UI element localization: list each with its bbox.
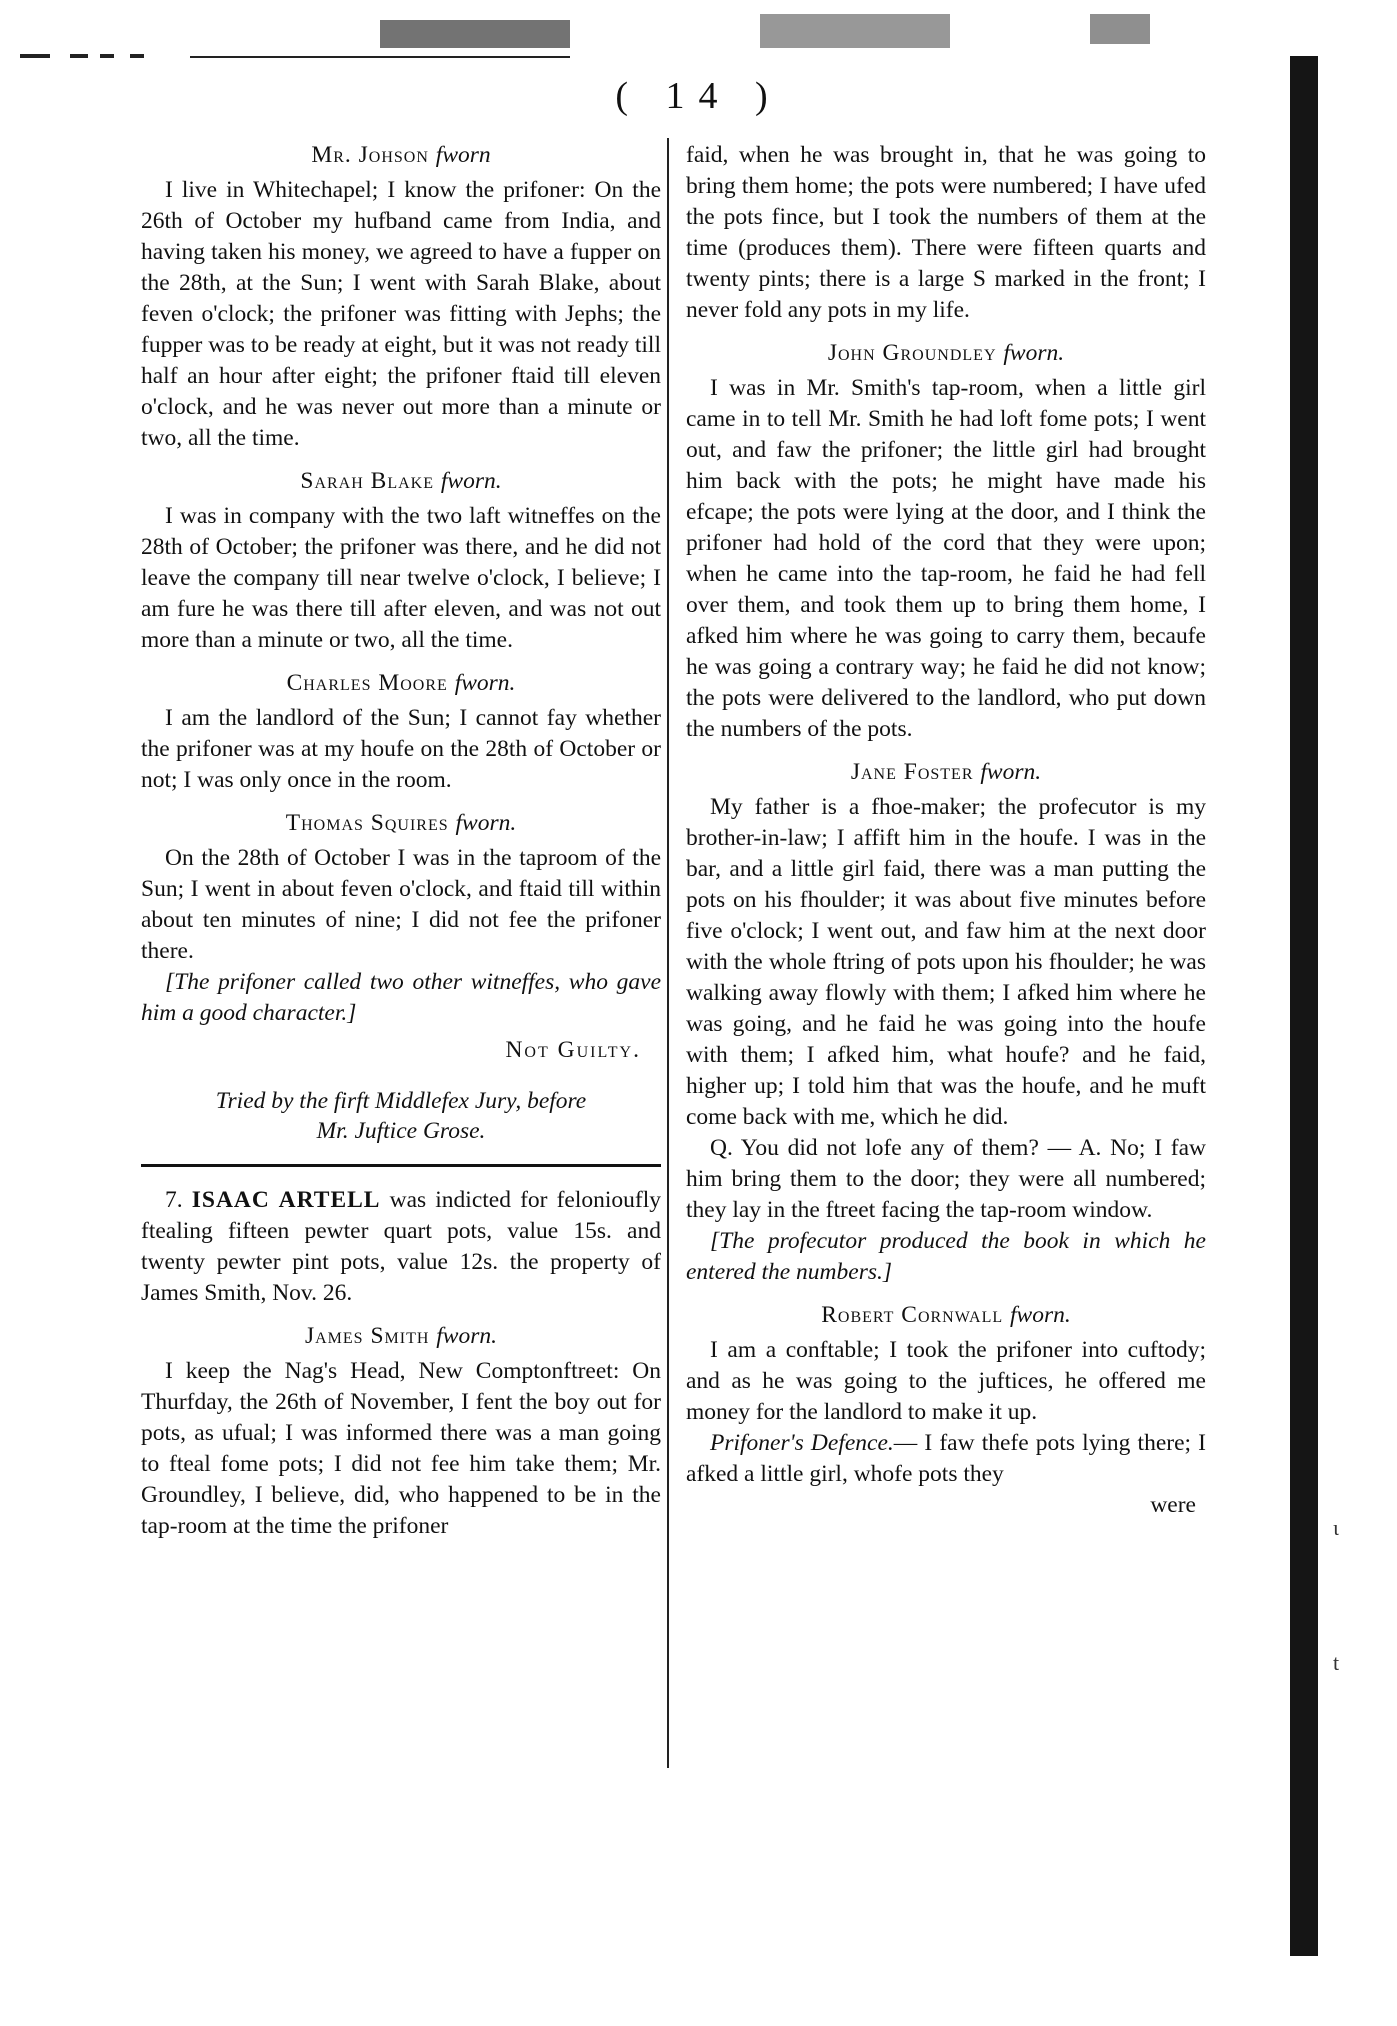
scan-mark xyxy=(190,56,570,58)
testimony-cornwall: I am a conftable; I took the prifoner into cuftody; and as he was going to the juftices, he offered me money for the landlord to make it up. xyxy=(686,1337,1206,1425)
testimony-foster: My father is a fhoe-maker; the profecutor is my brother-in-law; I affift him in the houfe. I was in the bar, and a little girl faid, there was a man putting the pots on his fhoulder; it was about five minutes before five o'clock; I went out, and faw him at the next door with the whole ftring of pots upon his fhoulder; he was walking away flowly with them; I afked him where he was going, and he faid he was going into the houfe with them; I afked him, what houfe? and he faid, higher up; I told him that was the houfe, and he muft come back with me, which he did. xyxy=(686,794,1206,1130)
sworn-label: fworn. xyxy=(454,670,516,696)
verdict: Not Guilty. xyxy=(505,1037,641,1063)
witness-name: Sarah Blake xyxy=(300,468,434,494)
page-number: ( 14 ) xyxy=(615,75,782,117)
jury-note-line: Tried by the firft Middlefex Jury, before xyxy=(215,1088,587,1114)
column-divider xyxy=(667,138,669,1768)
sworn-label: fworn. xyxy=(1003,340,1065,366)
sworn-label: fworn. xyxy=(436,1323,498,1349)
sworn-label: fworn. xyxy=(440,468,502,494)
catchword: were xyxy=(1150,1492,1196,1518)
prisoner-defence xyxy=(686,1428,1206,1490)
testimony-johnson: I live in Whitechapel; I know the prifoner: On the 26th of October my hufband came from India, and having taken his money, we agreed to have a fupper on the 28th, at the Sun; I went with Sarah Blake, about feven o'clock; the prifoner was fitting with Jephs; the fupper was to be ready at eight, but it was not ready till half an hour after eight; the prifoner ftaid till eleven o'clock, and he was never out more than a minute or two, all the time. xyxy=(141,177,661,451)
defence-label: Prifoner's Defence. xyxy=(710,1430,894,1456)
witness-heading-groundley xyxy=(686,338,1206,369)
jury-note xyxy=(141,1086,661,1146)
scan-mark xyxy=(70,54,88,58)
sworn-label: fworn xyxy=(435,142,491,168)
case-indictment xyxy=(141,1185,661,1309)
court-note: [The profecutor produced the book in which he entered the numbers.] xyxy=(686,1228,1206,1285)
court-note: [The prifoner called two other witneffes, who gave him a good character.] xyxy=(141,969,661,1026)
witness-name: Thomas Squires xyxy=(285,810,449,836)
testimony-groundley: I was in Mr. Smith's tap-room, when a little girl came in to tell Mr. Smith he had loft fome pots; I went out, and faw the prifoner; the little girl had brought him back with the pots; he might have made his efcape; the pots were lying at the door, and I think the prifoner had hold of the cord that they were upon; when he came into the tap-room, he faid he had fell over them, and took them up to bring them home, I afked him where he was going to carry them, becaufe he was going a contrary way; he faid he did not know; the pots were delivered to the landlord, who put down the numbers of the pots. xyxy=(686,375,1206,742)
witness-heading-smith xyxy=(141,1321,661,1352)
scan-header-strip xyxy=(0,14,1397,64)
case-separator xyxy=(141,1164,661,1167)
witness-heading-squires xyxy=(141,808,661,839)
witness-name: Robert Cornwall xyxy=(821,1302,1004,1328)
witness-heading-blake xyxy=(141,466,661,497)
sworn-label: fworn. xyxy=(1010,1302,1071,1328)
defence-text: — I faw thefe pots lying there; I afked a little girl, whofe pots they xyxy=(686,1430,1206,1487)
case-number: 7. xyxy=(165,1187,183,1213)
sworn-label: fworn. xyxy=(455,810,517,836)
testimony-squires: On the 28th of October I was in the taproom of the Sun; I went in about feven o'clock, and ftaid till within about ten minutes of nine; I did not fee the prifoner there. xyxy=(141,845,661,964)
testimony-moore: I am the landlord of the Sun; I cannot fay whether the prifoner was at my houfe on the 28th of October or not; I was only once in the room. xyxy=(141,705,661,793)
witness-name: Mr. Johson xyxy=(311,142,429,168)
testimony-foster-qa: Q. You did not lofe any of them? — A. No; I faw him bring them to the door; they were all numbered; they lay in the ftreet facing the tap-room window. xyxy=(686,1135,1206,1223)
indictment-text: was indicted for felonioufly ftealing fifteen pewter quart pots, value 15s. and twenty pewter pint pots, value 12s. the property of James Smith, Nov. 26. xyxy=(141,1187,661,1306)
witness-name: John Groundley xyxy=(827,340,997,366)
scan-mark xyxy=(130,54,144,58)
witness-heading-foster xyxy=(686,757,1206,788)
scan-mark xyxy=(100,54,114,58)
scan-blot xyxy=(1090,14,1150,44)
scan-mark xyxy=(20,54,50,58)
scan-blot xyxy=(760,14,950,48)
margin-mark: ɩ xyxy=(1333,1515,1339,1540)
witness-heading-johnson xyxy=(141,140,661,171)
margin-mark: t xyxy=(1333,1650,1340,1675)
jury-note-line: Mr. Juftice Grose. xyxy=(316,1118,486,1144)
witness-name: Charles Moore xyxy=(286,670,448,696)
left-column xyxy=(141,140,661,1542)
witness-heading-cornwall xyxy=(686,1300,1206,1331)
witness-heading-moore xyxy=(141,668,661,699)
testimony-blake: I was in company with the two laft witneffes on the 28th of October; the prifoner was there, and he did not leave the company till near twelve o'clock, I believe; I am fure he was there till after eleven, and was not out more than a minute or two, all the time. xyxy=(141,503,661,653)
witness-name: Jane Foster xyxy=(850,759,974,785)
defendant-name: ISAAC ARTELL xyxy=(191,1187,381,1213)
testimony-smith: I keep the Nag's Head, New Comptonftreet: On Thurfday, the 26th of November, I fent the boy out for pots, as ufual; I was informed there was a man going to fteal fome pots; I did not fee him take them; Mr. Groundley, I believe, did, who happened to be in the tap-room at the time the prifoner xyxy=(141,1358,661,1539)
scan-blot xyxy=(380,20,570,48)
sworn-label: fworn. xyxy=(980,759,1042,785)
testimony-smith-continued: faid, when he was brought in, that he was going to bring them home; the pots were numbered; I have ufed the pots fince, but I took the numbers of them at the time (produces them). There were fifteen quarts and twenty pints; there is a large S marked in the front; I never fold any pots in my life. xyxy=(686,142,1206,323)
witness-name: James Smith xyxy=(304,1323,430,1349)
right-column xyxy=(686,140,1206,1521)
scan-binding-edge xyxy=(1290,56,1318,1956)
